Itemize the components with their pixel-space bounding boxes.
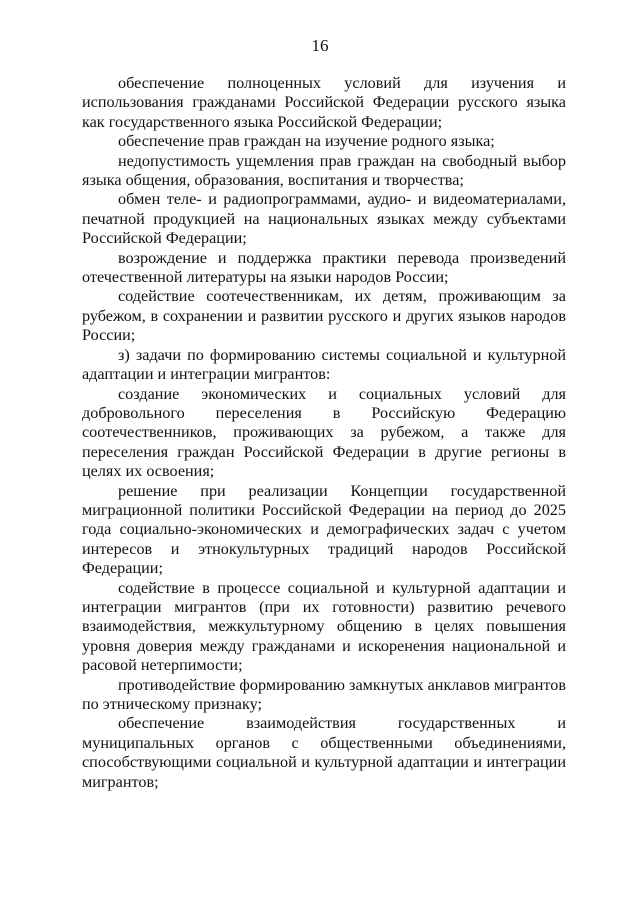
document-body <box>82 74 566 792</box>
page-number: 16 <box>311 36 329 55</box>
paragraph: обеспечение взаимодействия государственных и муниципальных органов с общественными объединениями, способствующими социальной и культурной адаптации и интеграции мигрантов; <box>82 714 566 791</box>
paragraph: недопустимость ущемления прав граждан на свободный выбор языка общения, образования, воспитания и творчества; <box>82 151 566 190</box>
paragraph: обеспечение прав граждан на изучение родного языка; <box>118 132 495 151</box>
paragraph: содействие соотечественникам, их детям, проживающим за рубежом, в сохранении и развитии русского и других языков народов России; <box>82 287 566 345</box>
paragraph: обеспечение полноценных условий для изучения и использования гражданами Российской Федерации русского языка как государственного языка Российской Федерации; <box>82 74 566 131</box>
paragraph: создание экономических и социальных условий для добровольного переселения в Российскую Федерацию соотечественников, проживающих за рубежом, а также для переселения граждан Российской Федерации в другие регионы в целях их освоения; <box>82 384 566 481</box>
paragraph: содействие в процессе социальной и культурной адаптации и интеграции мигрантов (при их готовности) развитию речевого взаимодействия, межкультурному общению в целях повышения уровня доверия между гражданами и искоренения национальной и расовой нетерпимости; <box>82 578 566 675</box>
paragraph: обмен теле- и радиопрограммами, аудио- и видеоматериалами, печатной продукцией на национальных языках между субъектами Российской Федерации; <box>82 190 566 248</box>
paragraph: возрождение и поддержка практики перевода произведений отечественной литературы на языки народов России; <box>82 248 566 287</box>
paragraph: з) задачи по формированию системы социальной и культурной адаптации и интеграции мигрантов: <box>82 345 566 384</box>
paragraph: решение при реализации Концепции государственной миграционной политики Российской Федерации на период до 2025 года социально-экономических и демографических задач с учетом интересов и этнокультурных традиций народов Российской Федерации; <box>82 481 566 578</box>
paragraph: противодействие формированию замкнутых анклавов мигрантов по этническому признаку; <box>82 675 566 713</box>
